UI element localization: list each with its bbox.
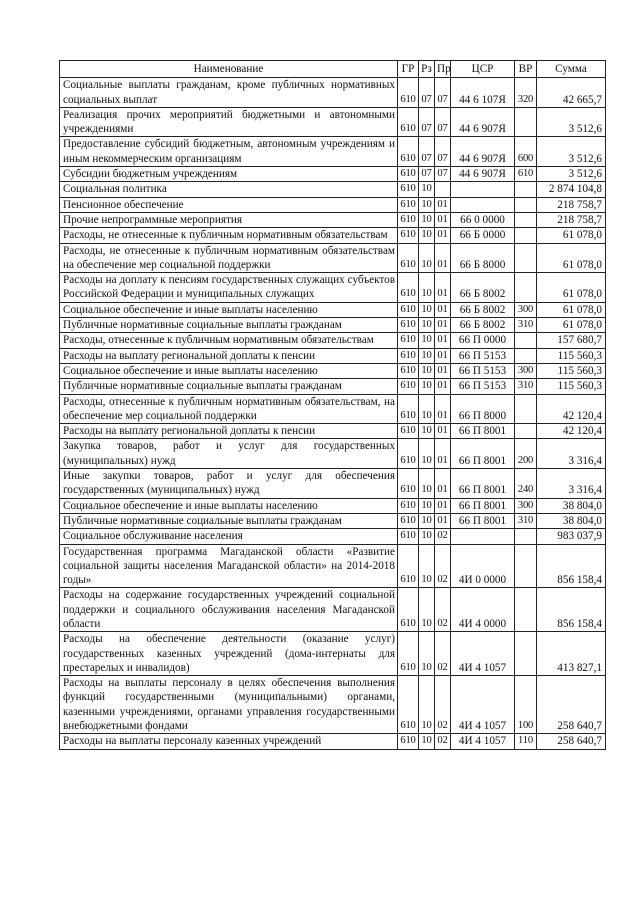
row-sum: 42 665,7 xyxy=(537,78,606,108)
row-pr: 01 xyxy=(435,302,451,317)
row-gr: 610 xyxy=(398,137,419,167)
table-row xyxy=(60,197,606,212)
row-rz: 07 xyxy=(419,167,435,182)
row-csr: 4И 4 1057 xyxy=(451,734,515,749)
row-csr: 66 Б 0000 xyxy=(451,228,515,243)
row-vr xyxy=(515,182,537,197)
row-rz: 10 xyxy=(419,424,435,439)
row-rz: 10 xyxy=(419,676,435,734)
row-pr: 01 xyxy=(435,348,451,363)
row-csr: 4И 4 0000 xyxy=(451,588,515,632)
row-sum: 983 037,9 xyxy=(537,529,606,544)
row-pr: 07 xyxy=(435,78,451,108)
row-rz: 10 xyxy=(419,469,435,499)
row-gr: 610 xyxy=(398,632,419,676)
row-rz: 10 xyxy=(419,439,435,469)
row-gr: 610 xyxy=(398,513,419,528)
row-pr xyxy=(435,182,451,197)
row-csr: 66 0 0000 xyxy=(451,212,515,227)
row-sum: 115 560,3 xyxy=(537,363,606,378)
row-gr: 610 xyxy=(398,424,419,439)
row-sum: 42 120,4 xyxy=(537,424,606,439)
row-gr: 610 xyxy=(398,439,419,469)
row-rz: 10 xyxy=(419,498,435,513)
row-pr: 01 xyxy=(435,469,451,499)
row-csr: 66 Б 8002 xyxy=(451,302,515,317)
row-csr: 66 П 5153 xyxy=(451,363,515,378)
table-row xyxy=(60,588,606,632)
row-name: Расходы, не отнесенные к публичным нормативным обязательствам на обеспечение мер социальной поддержки xyxy=(60,243,398,273)
row-name: Расходы на доплату к пенсиям государственных служащих субъектов Российской Федерации и муниципальных служащих xyxy=(60,273,398,303)
row-name: Закупка товаров, работ и услуг для государственных (муниципальных) нужд xyxy=(60,439,398,469)
row-name: Социальная политика xyxy=(60,182,398,197)
row-pr: 01 xyxy=(435,513,451,528)
table-row xyxy=(60,228,606,243)
row-name: Расходы на выплату региональной доплаты к пенсии xyxy=(60,348,398,363)
row-vr: 600 xyxy=(515,137,537,167)
table-row xyxy=(60,137,606,167)
row-vr: 100 xyxy=(515,676,537,734)
row-pr: 01 xyxy=(435,212,451,227)
header-rz: Рз xyxy=(419,61,435,78)
row-sum: 115 560,3 xyxy=(537,379,606,394)
row-vr: 240 xyxy=(515,469,537,499)
row-pr: 02 xyxy=(435,529,451,544)
row-name: Прочие непрограммные мероприятия xyxy=(60,212,398,227)
table-row xyxy=(60,107,606,137)
budget-page xyxy=(59,60,605,750)
row-vr xyxy=(515,212,537,227)
header-name: Наименование xyxy=(60,61,398,78)
row-rz: 10 xyxy=(419,182,435,197)
row-vr: 320 xyxy=(515,78,537,108)
row-gr: 610 xyxy=(398,212,419,227)
header-sum: Сумма xyxy=(537,61,606,78)
row-name: Расходы на выплату региональной доплаты к пенсии xyxy=(60,424,398,439)
row-name: Расходы на обеспечение деятельности (оказание услуг) государственных казенных учреждений (дома-интернаты для престарелых и инвалидов) xyxy=(60,632,398,676)
row-rz: 10 xyxy=(419,273,435,303)
budget-table xyxy=(59,60,606,750)
table-row xyxy=(60,78,606,108)
row-pr: 02 xyxy=(435,588,451,632)
row-gr: 610 xyxy=(398,197,419,212)
row-csr: 66 Б 8002 xyxy=(451,318,515,333)
row-pr: 01 xyxy=(435,273,451,303)
row-pr: 02 xyxy=(435,734,451,749)
row-rz: 10 xyxy=(419,544,435,588)
row-name: Расходы на выплаты персоналу казенных учреждений xyxy=(60,734,398,749)
row-pr: 02 xyxy=(435,676,451,734)
row-pr: 01 xyxy=(435,333,451,348)
table-body xyxy=(60,78,606,749)
table-row xyxy=(60,212,606,227)
row-gr: 610 xyxy=(398,167,419,182)
table-row xyxy=(60,498,606,513)
row-gr: 610 xyxy=(398,302,419,317)
row-sum: 3 512,6 xyxy=(537,137,606,167)
row-pr: 01 xyxy=(435,363,451,378)
row-name: Публичные нормативные социальные выплаты гражданам xyxy=(60,379,398,394)
row-vr xyxy=(515,333,537,348)
row-name: Расходы на содержание государственных учреждений социальной поддержки и социального обслуживания населения Магаданской области xyxy=(60,588,398,632)
row-sum: 38 804,0 xyxy=(537,498,606,513)
row-vr: 310 xyxy=(515,379,537,394)
row-sum: 856 158,4 xyxy=(537,588,606,632)
table-row xyxy=(60,379,606,394)
row-name: Социальные выплаты гражданам, кроме публичных нормативных социальных выплат xyxy=(60,78,398,108)
row-csr: 66 П 8001 xyxy=(451,469,515,499)
row-csr: 66 Б 8002 xyxy=(451,273,515,303)
row-sum: 413 827,1 xyxy=(537,632,606,676)
row-csr: 66 П 8001 xyxy=(451,424,515,439)
row-csr xyxy=(451,529,515,544)
row-pr: 07 xyxy=(435,167,451,182)
row-pr: 07 xyxy=(435,137,451,167)
row-vr xyxy=(515,228,537,243)
table-row xyxy=(60,439,606,469)
row-vr xyxy=(515,197,537,212)
row-gr: 610 xyxy=(398,107,419,137)
row-gr: 610 xyxy=(398,228,419,243)
row-name: Социальное обеспечение и иные выплаты населению xyxy=(60,363,398,378)
table-row xyxy=(60,424,606,439)
row-rz: 10 xyxy=(419,394,435,424)
row-gr: 610 xyxy=(398,333,419,348)
row-sum: 3 512,6 xyxy=(537,107,606,137)
row-gr: 610 xyxy=(398,498,419,513)
row-name: Расходы на выплаты персоналу в целях обеспечения выполнения функций государственными (муниципальными) органами, казенными учреждениями, органами управления государственными внебюджетными фондами xyxy=(60,676,398,734)
row-sum: 115 560,3 xyxy=(537,348,606,363)
row-csr: 66 П 5153 xyxy=(451,348,515,363)
table-row xyxy=(60,632,606,676)
row-csr: 66 П 8001 xyxy=(451,498,515,513)
table-row xyxy=(60,734,606,749)
row-rz: 10 xyxy=(419,513,435,528)
row-pr: 01 xyxy=(435,243,451,273)
row-rz: 07 xyxy=(419,78,435,108)
row-gr: 610 xyxy=(398,379,419,394)
table-row xyxy=(60,529,606,544)
row-vr: 310 xyxy=(515,513,537,528)
header-csr: ЦСР xyxy=(451,61,515,78)
row-sum: 3 512,6 xyxy=(537,167,606,182)
row-gr: 610 xyxy=(398,78,419,108)
row-csr: 44 6 907Я xyxy=(451,137,515,167)
row-rz: 07 xyxy=(419,107,435,137)
row-rz: 10 xyxy=(419,734,435,749)
row-vr xyxy=(515,243,537,273)
row-pr: 02 xyxy=(435,632,451,676)
row-csr: 44 6 107Я xyxy=(451,78,515,108)
row-vr xyxy=(515,588,537,632)
table-row xyxy=(60,469,606,499)
table-row xyxy=(60,363,606,378)
row-gr: 610 xyxy=(398,363,419,378)
row-rz: 10 xyxy=(419,348,435,363)
row-name: Реализация прочих мероприятий бюджетными и автономными учреждениями xyxy=(60,107,398,137)
row-name: Иные закупки товаров, работ и услуг для обеспечения государственных (муниципальных) нужд xyxy=(60,469,398,499)
row-sum: 61 078,0 xyxy=(537,302,606,317)
row-vr xyxy=(515,424,537,439)
row-rz: 10 xyxy=(419,228,435,243)
row-rz: 10 xyxy=(419,212,435,227)
row-vr xyxy=(515,544,537,588)
row-rz: 10 xyxy=(419,318,435,333)
row-gr: 610 xyxy=(398,588,419,632)
row-name: Социальное обеспечение и иные выплаты населению xyxy=(60,498,398,513)
row-csr xyxy=(451,182,515,197)
table-row xyxy=(60,273,606,303)
row-csr: 4И 4 1057 xyxy=(451,632,515,676)
row-sum: 3 316,4 xyxy=(537,439,606,469)
row-gr: 610 xyxy=(398,544,419,588)
table-row xyxy=(60,676,606,734)
row-name: Пенсионное обеспечение xyxy=(60,197,398,212)
row-gr: 610 xyxy=(398,676,419,734)
row-sum: 38 804,0 xyxy=(537,513,606,528)
table-row xyxy=(60,394,606,424)
row-rz: 10 xyxy=(419,243,435,273)
row-sum: 258 640,7 xyxy=(537,734,606,749)
row-pr: 01 xyxy=(435,439,451,469)
row-rz: 10 xyxy=(419,333,435,348)
row-name: Расходы, не отнесенные к публичным нормативным обязательствам xyxy=(60,228,398,243)
row-vr xyxy=(515,348,537,363)
row-vr: 200 xyxy=(515,439,537,469)
row-csr: 66 П 5153 xyxy=(451,379,515,394)
row-gr: 610 xyxy=(398,243,419,273)
row-sum: 42 120,4 xyxy=(537,394,606,424)
row-rz: 10 xyxy=(419,363,435,378)
header-vr: ВР xyxy=(515,61,537,78)
row-name: Субсидии бюджетным учреждениям xyxy=(60,167,398,182)
row-pr: 01 xyxy=(435,318,451,333)
row-sum: 61 078,0 xyxy=(537,228,606,243)
row-vr xyxy=(515,529,537,544)
row-gr: 610 xyxy=(398,182,419,197)
table-row xyxy=(60,513,606,528)
row-vr: 300 xyxy=(515,498,537,513)
row-pr: 07 xyxy=(435,107,451,137)
row-vr xyxy=(515,273,537,303)
row-name: Государственная программа Магаданской области «Развитие социальной защиты населения Магаданской области» на 2014-2018 годы» xyxy=(60,544,398,588)
row-csr: 4И 0 0000 xyxy=(451,544,515,588)
table-header-row xyxy=(60,61,606,78)
header-gr: ГР xyxy=(398,61,419,78)
row-vr: 310 xyxy=(515,318,537,333)
row-csr: 66 Б 8000 xyxy=(451,243,515,273)
row-sum: 856 158,4 xyxy=(537,544,606,588)
row-sum: 61 078,0 xyxy=(537,318,606,333)
table-row xyxy=(60,333,606,348)
row-rz: 10 xyxy=(419,588,435,632)
row-gr: 610 xyxy=(398,273,419,303)
row-gr: 610 xyxy=(398,529,419,544)
row-sum: 61 078,0 xyxy=(537,243,606,273)
row-name: Публичные нормативные социальные выплаты гражданам xyxy=(60,513,398,528)
row-gr: 610 xyxy=(398,348,419,363)
row-gr: 610 xyxy=(398,469,419,499)
row-rz: 10 xyxy=(419,197,435,212)
row-csr: 44 6 907Я xyxy=(451,107,515,137)
row-name: Социальное обеспечение и иные выплаты населению xyxy=(60,302,398,317)
row-pr: 01 xyxy=(435,424,451,439)
row-pr: 01 xyxy=(435,498,451,513)
row-csr xyxy=(451,197,515,212)
row-csr: 66 П 8001 xyxy=(451,513,515,528)
row-sum: 218 758,7 xyxy=(537,197,606,212)
header-pr: Пр xyxy=(435,61,451,78)
row-vr: 300 xyxy=(515,363,537,378)
row-sum: 2 874 104,8 xyxy=(537,182,606,197)
row-name: Публичные нормативные социальные выплаты гражданам xyxy=(60,318,398,333)
row-gr: 610 xyxy=(398,318,419,333)
row-vr xyxy=(515,107,537,137)
row-pr: 01 xyxy=(435,379,451,394)
row-vr: 110 xyxy=(515,734,537,749)
row-csr: 4И 4 1057 xyxy=(451,676,515,734)
row-sum: 61 078,0 xyxy=(537,273,606,303)
row-vr: 300 xyxy=(515,302,537,317)
row-gr: 610 xyxy=(398,394,419,424)
row-sum: 157 680,7 xyxy=(537,333,606,348)
row-csr: 66 П 8001 xyxy=(451,439,515,469)
row-rz: 10 xyxy=(419,379,435,394)
table-row xyxy=(60,544,606,588)
table-row xyxy=(60,302,606,317)
row-name: Предоставление субсидий бюджетным, автономным учреждениям и иным некоммерческим организациям xyxy=(60,137,398,167)
row-gr: 610 xyxy=(398,734,419,749)
row-rz: 10 xyxy=(419,632,435,676)
row-rz: 10 xyxy=(419,529,435,544)
row-pr: 02 xyxy=(435,544,451,588)
row-csr: 44 6 907Я xyxy=(451,167,515,182)
row-pr: 01 xyxy=(435,228,451,243)
row-name: Расходы, отнесенные к публичным нормативным обязательствам, на обеспечение мер социальной поддержки xyxy=(60,394,398,424)
row-sum: 218 758,7 xyxy=(537,212,606,227)
row-vr: 610 xyxy=(515,167,537,182)
row-pr: 01 xyxy=(435,394,451,424)
row-csr: 66 П 8000 xyxy=(451,394,515,424)
table-row xyxy=(60,318,606,333)
table-row xyxy=(60,167,606,182)
row-csr: 66 П 0000 xyxy=(451,333,515,348)
row-vr xyxy=(515,394,537,424)
row-name: Социальное обслуживание населения xyxy=(60,529,398,544)
row-sum: 3 316,4 xyxy=(537,469,606,499)
row-name: Расходы, отнесенные к публичным нормативным обязательствам xyxy=(60,333,398,348)
row-rz: 10 xyxy=(419,302,435,317)
row-rz: 07 xyxy=(419,137,435,167)
row-pr: 01 xyxy=(435,197,451,212)
row-vr xyxy=(515,632,537,676)
table-row xyxy=(60,243,606,273)
table-row xyxy=(60,182,606,197)
table-row xyxy=(60,348,606,363)
row-sum: 258 640,7 xyxy=(537,676,606,734)
